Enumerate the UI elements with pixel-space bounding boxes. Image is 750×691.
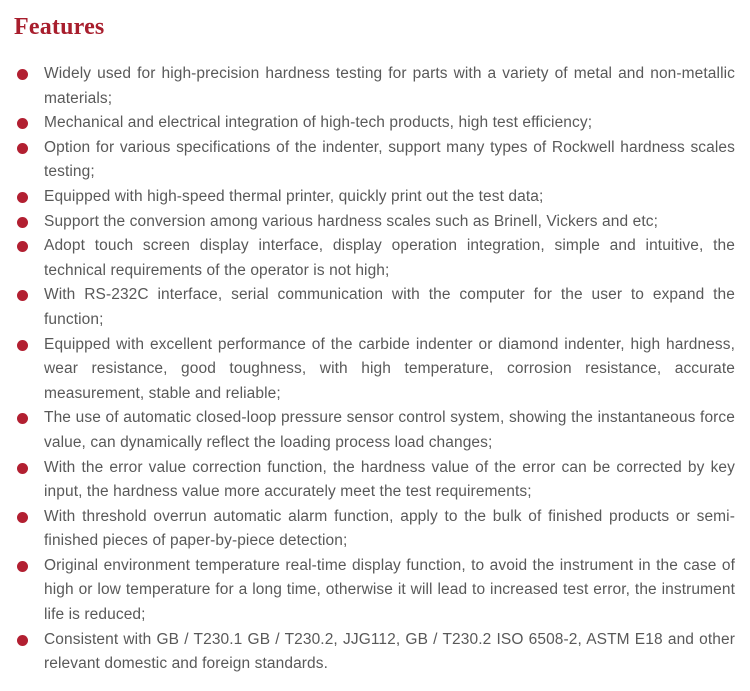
feature-text: Support the conversion among various hardness scales such as Brinell, Vickers and etc; (44, 212, 658, 230)
feature-text: With the error value correction function, the hardness value of the error can be corrected by key input, the hardness value more accurately meet the test requirements; (44, 458, 735, 501)
feature-text: Adopt touch screen display interface, display operation integration, simple and intuitive, the technical requirements of the operator is not high; (44, 237, 735, 279)
list-item (14, 505, 735, 554)
list-item (14, 62, 735, 111)
bullet-icon (17, 217, 28, 228)
feature-text: Option for various specifications of the indenter, support many types of Rockwell hardness scales testing; (44, 138, 735, 181)
feature-text: With threshold overrun automatic alarm function, apply to the bulk of finished products or semi-finished pieces of paper-by-piece detection; (44, 507, 735, 550)
list-item (14, 554, 735, 628)
list-item (14, 210, 735, 235)
bullet-icon (17, 340, 28, 351)
bullet-icon (17, 561, 28, 572)
feature-text: The use of automatic closed-loop pressure sensor control system, showing the instantaneous force value, can dynamically reflect the loading process load changes; (44, 409, 735, 451)
feature-text: Equipped with high-speed thermal printer, quickly print out the test data; (44, 187, 544, 205)
feature-text: Widely used for high-precision hardness testing for parts with a variety of metal and non-metallic materials; (44, 65, 735, 107)
list-item (14, 283, 735, 332)
feature-text: Equipped with excellent performance of the carbide indenter or diamond indenter, high hardness, wear resistance, good toughness, with high temperature, corrosion resistance, accurate measurement, stable and reliable; (44, 335, 735, 402)
list-item (14, 628, 735, 677)
bullet-icon (17, 290, 28, 301)
list-item (14, 406, 735, 455)
feature-text: Mechanical and electrical integration of high-tech products, high test efficiency; (44, 114, 593, 132)
list-item (14, 234, 735, 283)
bullet-icon (17, 635, 28, 646)
bullet-icon (17, 413, 28, 424)
bullet-icon (17, 118, 28, 129)
bullet-icon (17, 143, 28, 154)
list-item (14, 333, 735, 407)
feature-text: Original environment temperature real-time display function, to avoid the instrument in the case of high or low temperature for a long time, otherwise it will lead to increased test error, the instrument life is reduced; (44, 556, 735, 624)
feature-text: With RS-232C interface, serial communication with the computer for the user to expand the function; (44, 286, 735, 328)
bullet-icon (17, 512, 28, 523)
list-item (14, 185, 735, 210)
bullet-icon (17, 463, 28, 474)
feature-text: Consistent with GB / T230.1 GB / T230.2, JJG112, GB / T230.2 ISO 6508-2, ASTM E18 and other relevant domestic and foreign standards. (44, 630, 735, 673)
list-item (14, 456, 735, 505)
bullet-icon (17, 69, 28, 80)
list-item (14, 136, 735, 185)
bullet-icon (17, 241, 28, 252)
bullet-icon (17, 192, 28, 203)
list-item (14, 111, 735, 136)
features-list (14, 62, 735, 677)
page-title: Features (14, 14, 105, 40)
